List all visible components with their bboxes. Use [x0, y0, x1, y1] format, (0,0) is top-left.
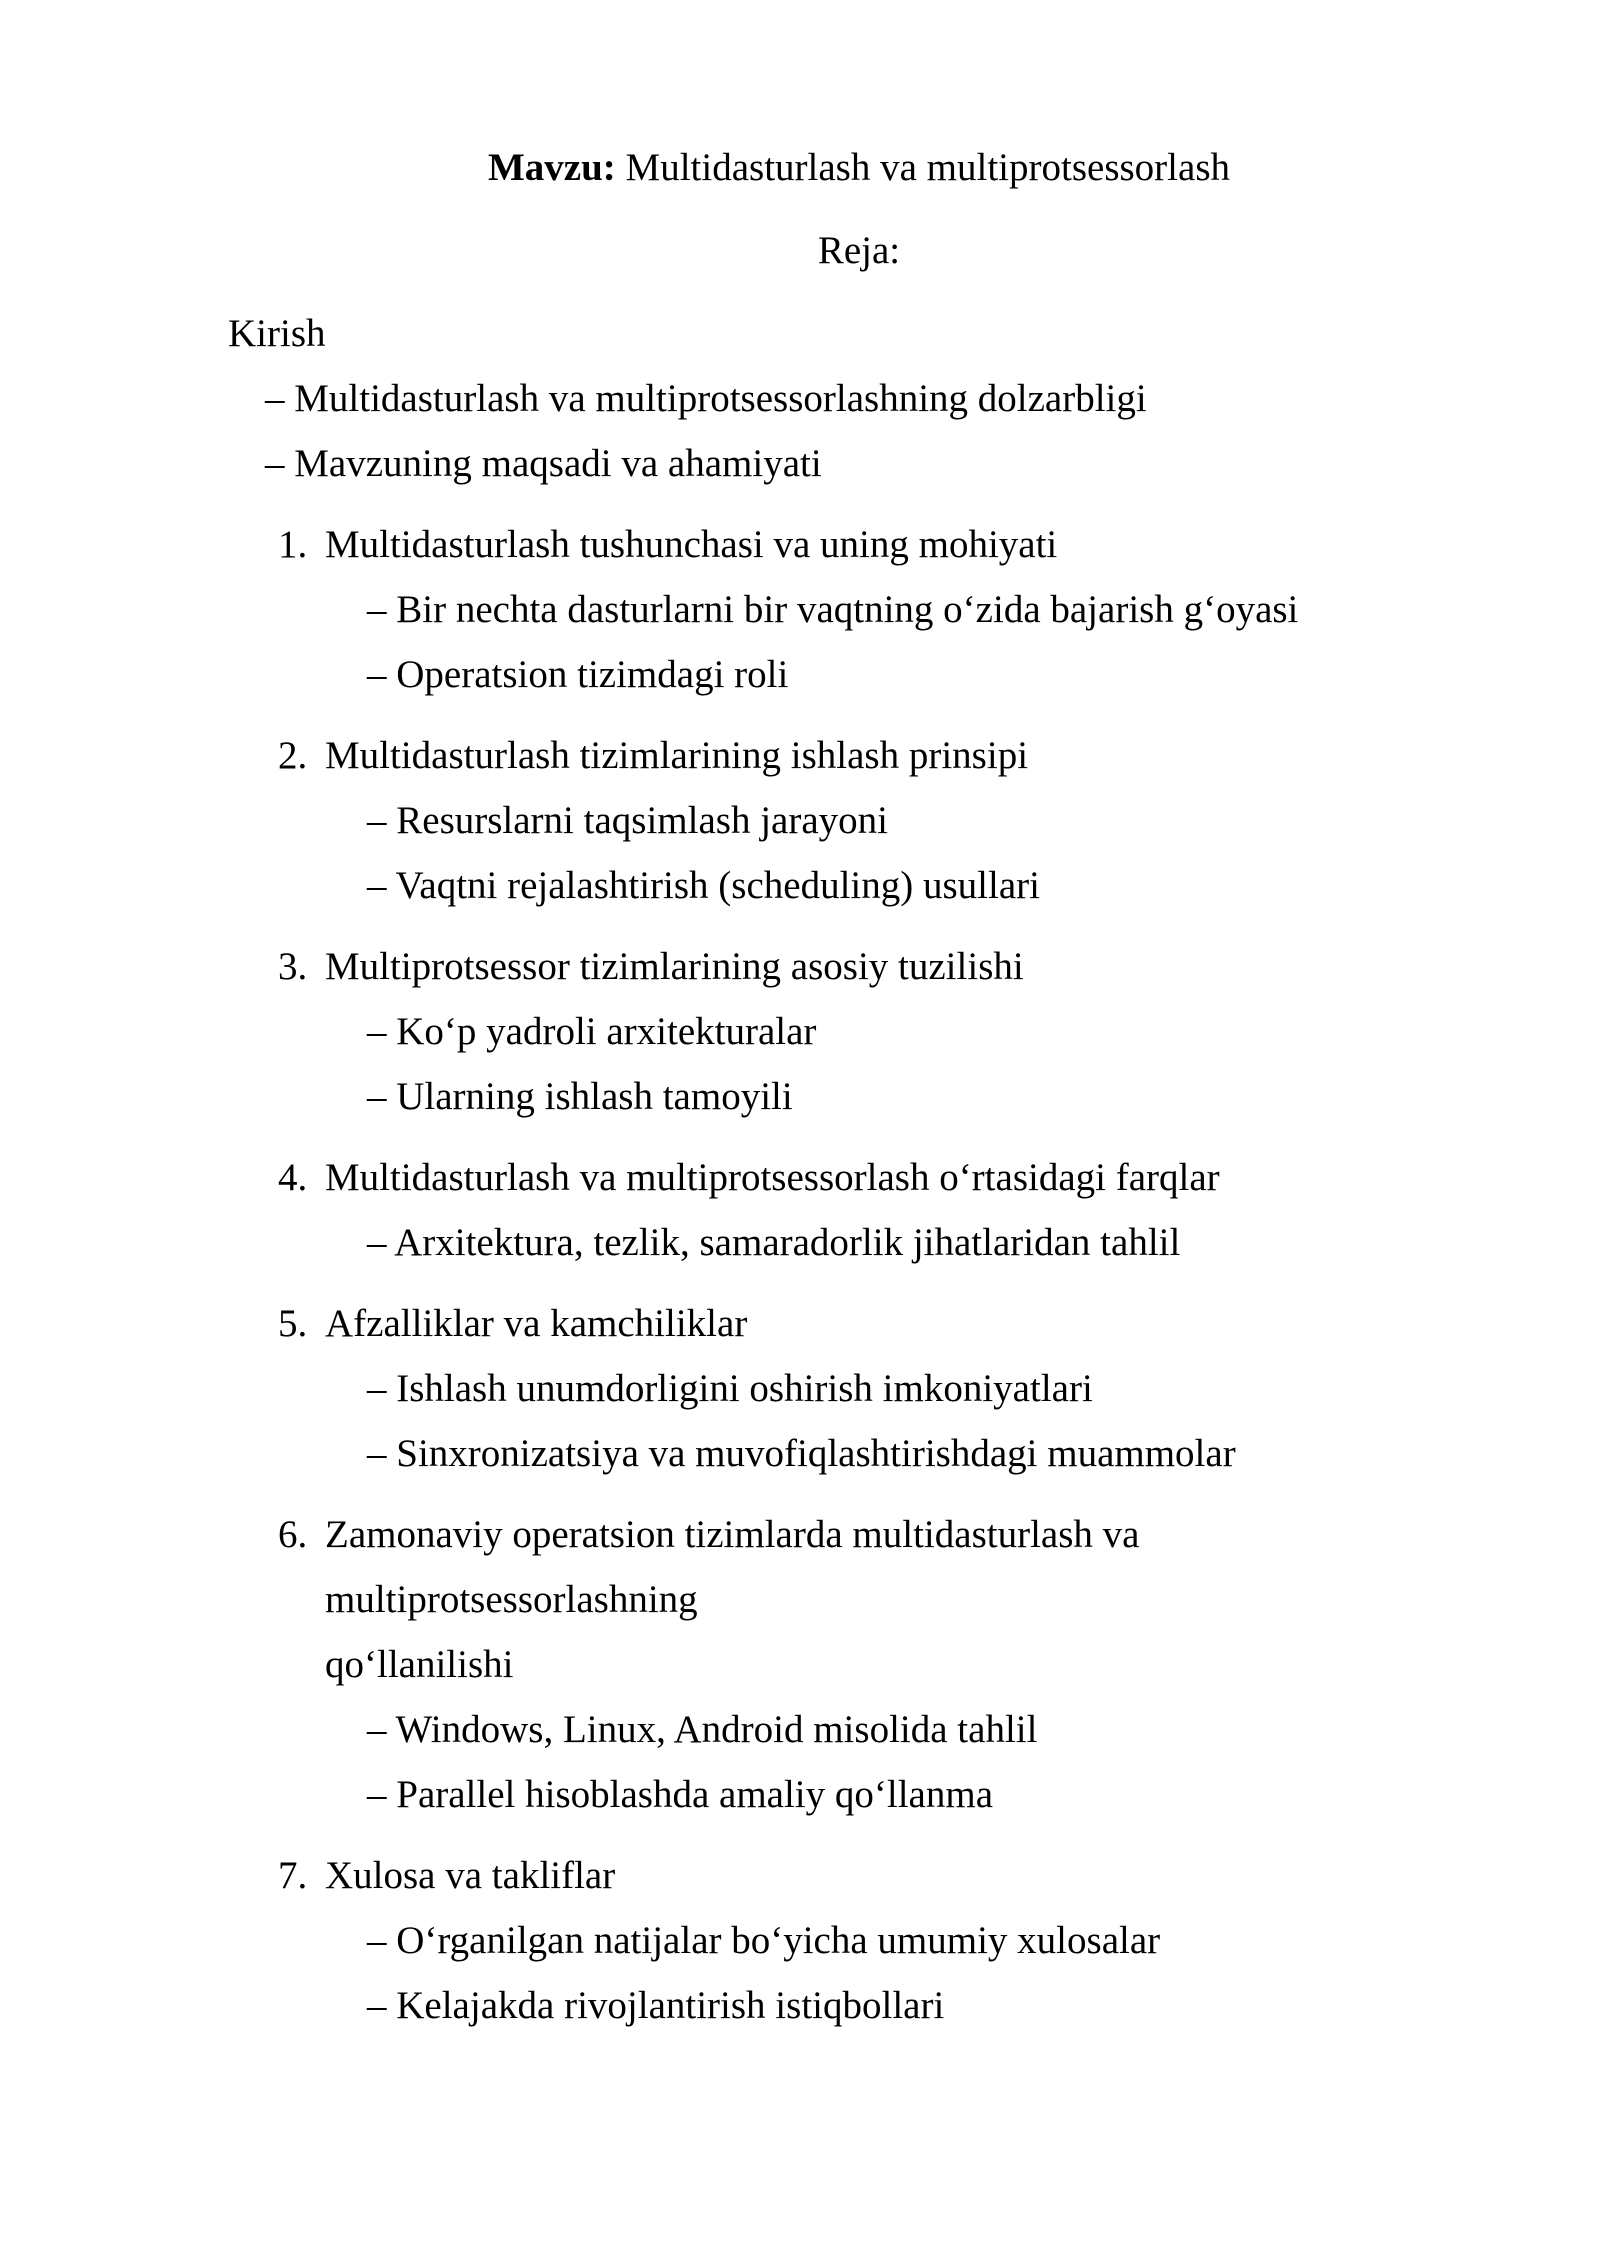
section-subitem: – Ishlash unumdorligini oshirish imkoniyatlari — [367, 1367, 1093, 1410]
section-title-line: Multidasturlash va multiprotsessorlash o‘rtasidagi farqlar — [325, 1156, 1220, 1199]
outline-section — [228, 723, 1490, 918]
section-subitem: – Ularning ishlash tamoyili — [367, 1075, 793, 1118]
section-title — [325, 512, 1490, 577]
section-subitem: – Resurslarni taqsimlash jarayoni — [367, 799, 888, 842]
intro-heading: Kirish — [228, 312, 326, 355]
section-subitem: – Windows, Linux, Android misolida tahlil — [367, 1708, 1038, 1751]
section-title — [325, 1843, 1490, 1908]
section-number: 7. — [278, 1854, 308, 1897]
section-title-row — [228, 1145, 1490, 1210]
intro-item: – Mavzuning maqsadi va ahamiyati — [265, 442, 822, 485]
outline-section — [228, 934, 1490, 1129]
outline-section — [228, 1145, 1490, 1275]
outline-section — [228, 1291, 1490, 1486]
document-title — [228, 135, 1490, 200]
section-subitem: – Sinxronizatsiya va muvofiqlashtirishdagi muammolar — [367, 1432, 1236, 1475]
section-title — [325, 1145, 1490, 1210]
section-title — [325, 1291, 1490, 1356]
section-title-row — [228, 723, 1490, 788]
section-number: 6. — [278, 1513, 308, 1556]
section-title-row — [228, 1843, 1490, 1908]
section-subitem: – O‘rganilgan natijalar bo‘yicha umumiy xulosalar — [367, 1919, 1161, 1962]
section-title-line: Multidasturlash tushunchasi va uning mohiyati — [325, 523, 1058, 566]
section-title-row — [228, 1502, 1490, 1697]
section-subitem: – Parallel hisoblashda amaliy qo‘llanma — [367, 1773, 993, 1816]
section-subitem: – Vaqtni rejalashtirish (scheduling) usullari — [367, 864, 1040, 907]
section-title-row — [228, 934, 1490, 999]
section-number: 5. — [278, 1302, 308, 1345]
outline-section — [228, 512, 1490, 707]
title-prefix: Mavzu: — [487, 146, 616, 189]
section-number: 2. — [278, 734, 308, 777]
outline-section — [228, 1843, 1490, 2038]
section-subitem: – Arxitektura, tezlik, samaradorlik jihatlaridan tahlil — [367, 1221, 1181, 1264]
section-number: 4. — [278, 1156, 308, 1199]
outline-sections — [228, 512, 1490, 2038]
section-title-line: Afzalliklar va kamchiliklar — [325, 1302, 748, 1345]
section-title-line: Multidasturlash tizimlarining ishlash prinsipi — [325, 734, 1029, 777]
plan-heading: Reja: — [817, 229, 901, 272]
section-subitem: – Operatsion tizimdagi roli — [367, 653, 789, 696]
section-subitem: – Ko‘p yadroli arxitekturalar — [367, 1010, 817, 1053]
section-subitem: – Bir nechta dasturlarni bir vaqtning o‘zida bajarish g‘oyasi — [367, 588, 1299, 631]
section-title — [325, 723, 1490, 788]
section-title-row — [228, 1291, 1490, 1356]
title-text: Multidasturlash va multiprotsessorlash — [615, 146, 1230, 189]
section-number: 1. — [278, 523, 308, 566]
section-title-line: Multiprotsessor tizimlarining asosiy tuzilishi — [325, 945, 1024, 988]
section-subitem: – Kelajakda rivojlantirish istiqbollari — [367, 1984, 945, 2027]
section-title-line: Zamonaviy operatsion tizimlarda multidasturlash va multiprotsessorlashning — [325, 1513, 1140, 1621]
outline-section — [228, 1502, 1490, 1827]
section-title-line: qo‘llanilishi — [325, 1643, 514, 1686]
intro-items — [228, 366, 1490, 496]
section-title — [325, 1502, 1490, 1697]
section-title-line: Xulosa va takliflar — [325, 1854, 616, 1897]
intro-item: – Multidasturlash va multiprotsessorlashning dolzarbligi — [265, 377, 1147, 420]
section-title — [325, 934, 1490, 999]
section-title-row — [228, 512, 1490, 577]
section-number: 3. — [278, 945, 308, 988]
